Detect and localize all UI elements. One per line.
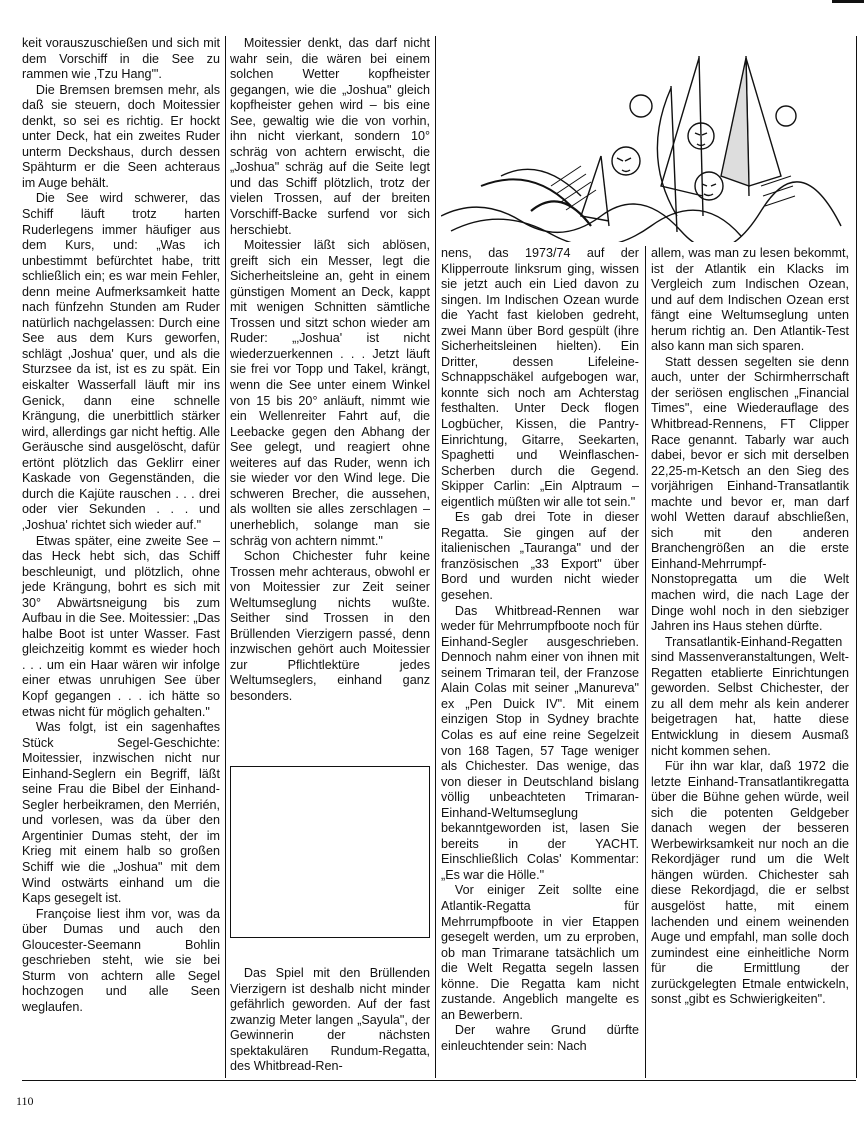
pull-quote-box: [230, 766, 430, 938]
paragraph: Statt dessen segelten sie denn auch, unter der Schirmherrschaft der seriösen englischen „Financial Times", eine Wiederauflage des Whitbread-Rennens, FT Clipper Race genannt. Tabarly war auch dabei, bevor er sich mit derselben 22,25-m-Ketsch an den Sieg des vorjährigen Einhand-Transatlantik machte und bevor er, man darf wohl Wetten darauf abschließen, sich mit den anderen Branchengrößen an die erste Einhand-Mehrrumpf-Nonstopregatta um die Welt machen wird, die nach Lage der Dinge wohl noch in den siebziger Jahren ins Haus stehen dürfte.: [651, 354, 849, 634]
right-edge-rule: [856, 36, 857, 1078]
paragraph: Der wahre Grund dürfte einleuchtender sein: Nach: [441, 1023, 639, 1053]
column-rule-1: [225, 36, 226, 1078]
paragraph: Das Whitbread-Rennen war weder für Mehrrumpfboote noch für Einhand-Segler ausgeschrieben. Dennoch nahm einer von ihnen mit seinem Trimaran teil, der Franzose Alain Colas mit seiner „Manureva" ex „Pen Duick IV". Mit einem einzigen Stop in Sydney brachte Colas es auf eine reine Segelzeit von 168 Tagen, 57 Tage weniger als Chichester. Das wenige, das von dieser in Deutschland bislang völlig unbeachteten Trimaran-Einhand-Weltumseglung bekanntgeworden ist, lasen Sie bereits in der YACHT. Einschließlich Colas' Kommentar: „Es war die Hölle.": [441, 603, 639, 882]
column-rule-2: [435, 36, 436, 1078]
page-number: 110: [16, 1094, 34, 1108]
sailing-illustration: [441, 36, 849, 242]
paragraph: Die Bremsen bremsen mehr, als daß sie steuern, doch Moitessier denkt, so sei es richtig. Er hockt unter Deck, hat ein zweites Ruder unterm Deckshaus, durch dessen Spähturm er die Seen achteraus im Auge behält.: [22, 82, 220, 190]
paragraph: Etwas später, eine zweite See – das Heck hebt sich, das Schiff beschleunigt, und plötzlich, ohne jede Krängung, bohrt es sich mit 30° Abwärtsneigung bis zum Aufbau in die See. Moitessier: „Das halbe Boot ist unter Wasser. Fast gleichzeitig kommt es wieder hoch . . . um ein Haar wären wir infolge einer etwas unruhigen See über Kopf gegangen . . . ich hätte so etwas nicht für möglich gehalten.": [22, 533, 220, 719]
top-edge-rule: [832, 0, 864, 3]
paragraph: Es gab drei Tote in dieser Regatta. Sie gingen auf der italienischen „Tauranga" und der französischen „33 Export" über Bord und wurden nicht wieder gesehen.: [441, 510, 639, 603]
paragraph: Schon Chichester fuhr keine Trossen mehr achteraus, obwohl er von Moitessier zur Zeit seiner Weltumseglung nichts wußte. Seither sind Trossen in den Brüllenden Vierzigern passé, denn inzwischen gehört auch Moitessier zur Pflichtlektüre jedes Weltumseglers, einhand ganz besonders.: [230, 549, 430, 703]
paragraph: Vor einiger Zeit sollte eine Atlantik-Regatta für Mehrrumpfboote in vier Etappen gesegelt werden, um zu erproben, ob man Trimarane tatsächlich um die Welt Regatta segeln lassen könne. Die Regatta kam nicht zustande. Angeblich mangelte es an Bewerbern.: [441, 883, 639, 1022]
paragraph: Die See wird schwerer, das Schiff läuft trotz harten Ruderlegens immer häufiger aus dem Kurs, und: „Was ich unbestimmt befürchtet habe, tritt schließlich ein; es war mein Fehler, denn meine Aufmerksamkeit hatte nach fünfzehn Stunden am Ruder natürlich nachgelassen: Durch eine See aus dem Kurs geworfen, schlägt ‚Joshua' quer, und als die Sturzsee da ist, ist es zu spät. Ein eiskalter Wasserfall läuft mir ins Genick, dann eine schnelle Krängung, die unerbittlich stärker wird, allerdings gar nicht heftig. Alle Geräusche sind ausgelöscht, dafür ertönt plötzlich das Geklirr einer Kaskade von Gegenständen, die durch die Kajüte rauschen . . . drei oder vier Sekunden . . . und ‚Joshua' richtet sich wieder auf.": [22, 191, 220, 532]
column-4: [651, 246, 849, 1080]
paragraph: allem, was man zu lesen bekommt, ist der Atlantik ein Klacks im Vergleich zum Indischen Ozean, und auf dem Indischen Ozean erst fängt eine Weltumseglung unten herum richtig an. Den Atlantik-Test also kann man sich sparen.: [651, 246, 849, 354]
paragraph: Françoise liest ihm vor, was da über Dumas und auch den Gloucester-Seemann Bohlin geschrieben steht, wie sie bei Sturm von achtern alle Segel hochzogen und alle Seen weglaufen.: [22, 906, 220, 1014]
paragraph: keit vorauszuschießen und sich mit dem Vorschiff in die See zu rammen wie ‚Tzu Hang'".: [22, 36, 220, 82]
column-rule-3: [645, 246, 646, 1078]
paragraph: Das Spiel mit den Brüllenden Vierzigern ist deshalb nicht minder gefährlich geworden. Auf der fast zwanzig Meter langen „Sayula", der Gewinnerin der nächsten spektakulären Rundum-Regatta, des Whitbread-Ren-: [230, 966, 430, 1074]
paragraph: Moitessier denkt, das darf nicht wahr sein, die wären bei einem solchen Wetter kopfheister gegangen, wie die „Joshua" gleich kopfheister gehen wird – bis eine See, gewaltig wie die von vorhin, ihn nicht vierkant, sondern 10° schräg von achtern erwischt, die „Joshua" schräg auf die Seite legt und das Schiff plötzlich, trotz der vielen Trossen, auf der breiten Vorschiff-Backe surfend vor sich herschiebt.: [230, 36, 430, 237]
column-3: [441, 246, 639, 1080]
paragraph: Transatlantik-Einhand-Regatten sind Massenveranstaltungen, Welt-Regatten etablierte Einrichtungen geworden. Selbst Chichester, der zu all dem mehr als kein anderer beigetragen hat, hatte diese Entwicklung in diesem Ausmaß nicht kommen sehen.: [651, 634, 849, 758]
bottom-rule: [22, 1080, 856, 1081]
column-2-lower: [230, 966, 430, 1075]
column-1: [22, 36, 220, 1080]
paragraph: Moitessier läßt sich ablösen, greift sich ein Messer, legt die Sicherheitsleine an, geht in einem günstigen Moment an Deck, kappt mit wenigen Schnitten sämtliche Trossen und sitzt schon wieder am Ruder: „‚Joshua' ist nicht wiederzuerkennen . . . Jetzt läuft sie frei vor Topp und Takel, krängt, wenn die See unter einem Winkel von 15 bis 20° anläuft, nimmt wie ein Wellenreiter Fahrt auf, die Leebacke gegen den Abhang der See gelegt, und reagiert ohne weiteres auf das Ruder, wenn ich sie wieder vor den Wind lege. Die schweren Brecher, die aussehen, als wollten sie alles zerschlagen – unerheblich, solange man sie schräg von achtern nimmt.": [230, 238, 430, 548]
paragraph: Was folgt, ist ein sagenhaftes Stück Segel-Geschichte: Moitessier, inzwischen nicht nur Einhand-Seglern ein Begriff, läßt seine Frau die Bibel der Einhand-Segler herbeikramen, den Merrién, und vorlesen, was da über den Argentinier Dumas steht, der im Krieg mit einem halb so großen Schiff wie die „Joshua" mit dem Wind ostwärts einhand um die Kaps gesegelt ist.: [22, 720, 220, 906]
column-2: [230, 36, 430, 736]
paragraph: Für ihn war klar, daß 1972 die letzte Einhand-Transatlantikregatta über die Bühne gehen würde, weil sich die potenten Geldgeber danach wegen der besseren Werbewirksamkeit nur noch an die Rekordjäger rund um die Welt hängen würden. Chichester sah diese Rekordjagd, die er selbst ausgelöst hatte, mit einem lachenden und einem weinenden Auge und empfahl, man solle doch zumindest eine einheitliche Norm für die Ermittlung der zurückgelegten Etmale entwickeln, sonst „gibt es Schwierigkeiten".: [651, 759, 849, 1007]
paragraph: nens, das 1973/74 auf der Klipperroute linksrum ging, wissen sie jetzt auch ein Lied davon zu singen. Im Indischen Ozean wurde die Yacht fast kieloben gedreht, zwei Mann über Bord gespült (ihre Sicherheitsleinen hielten). Ein Dritter, dessen Lifeleine-Schnappschäkel aufgebogen war, konnte sich noch am Achterstag festhalten. Unter Deck flogen Logbücher, Kissen, die Pantry-Einrichtung, Gitarre, Seekarten, Spaghetti und Weinflaschen-Scherben durch die Gegend. Skipper Carlin: „Ein Alptraum – eigentlich müßten wir alle tot sein.": [441, 246, 639, 509]
